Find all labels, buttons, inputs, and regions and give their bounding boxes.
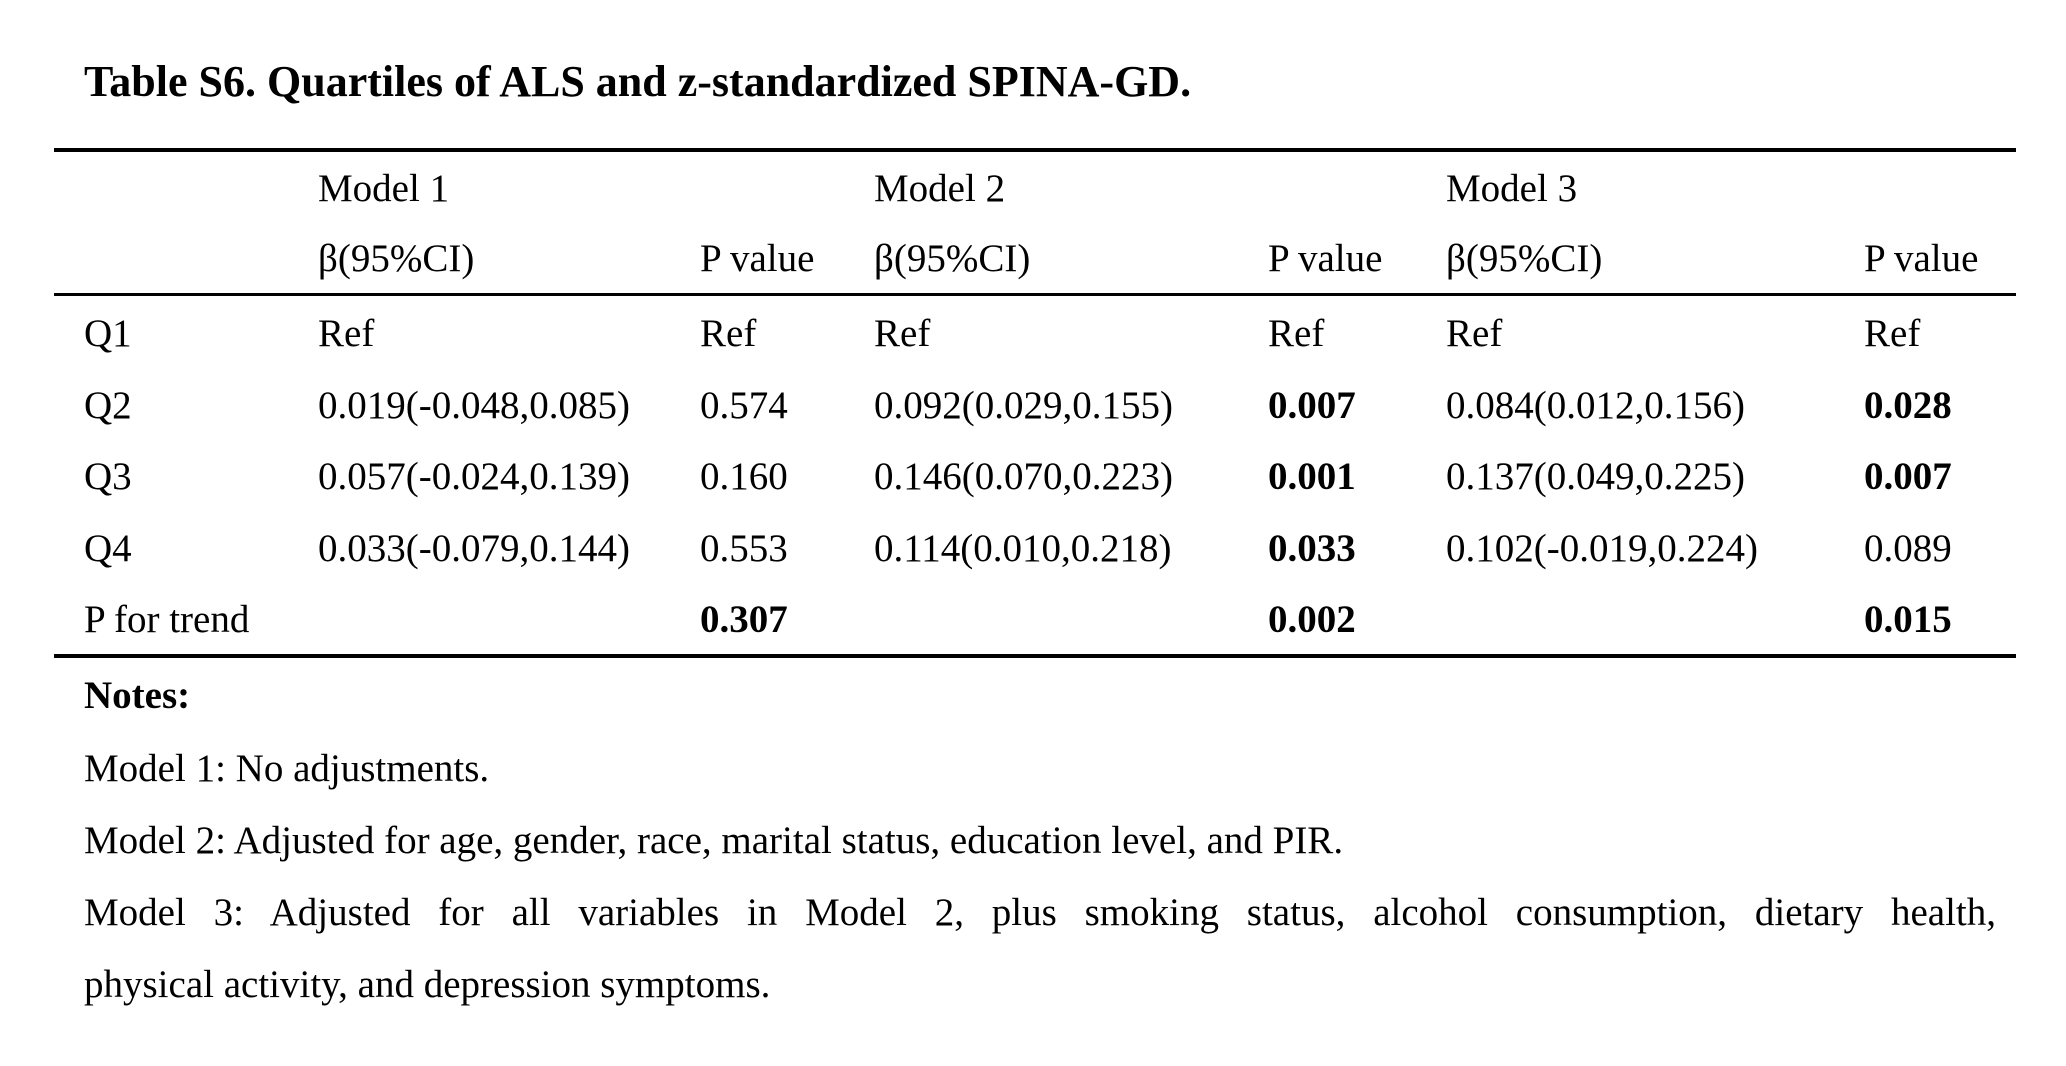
cell-q4-m3-p: 0.089	[1864, 527, 1952, 570]
cell-q3-m2-beta: 0.146(0.070,0.223)	[874, 455, 1173, 498]
cell-q4-m1-p: 0.553	[700, 527, 788, 570]
note-model-1: Model 1: No adjustments.	[84, 747, 490, 790]
header-model-2: Model 2	[874, 167, 1006, 210]
cell-q1-m3-p: Ref	[1864, 312, 1921, 355]
cell-q3-m3-p: 0.007	[1864, 455, 1952, 498]
table-header-rule	[54, 293, 2016, 296]
cell-q4-m2-beta: 0.114(0.010,0.218)	[874, 527, 1172, 570]
cell-q2-m2-beta: 0.092(0.029,0.155)	[874, 384, 1173, 427]
header-p-model-2: P value	[1268, 237, 1383, 280]
cell-q3-m2-p: 0.001	[1268, 455, 1356, 498]
cell-q1-m2-p: Ref	[1268, 312, 1325, 355]
cell-q3-m1-p: 0.160	[700, 455, 788, 498]
notes-title: Notes:	[84, 674, 191, 717]
cell-q2-m1-beta: 0.019(-0.048,0.085)	[318, 384, 630, 427]
header-beta-model-3: β(95%CI)	[1446, 237, 1603, 280]
row-label-q1: Q1	[84, 312, 132, 355]
row-label-p-for-trend: P for trend	[84, 598, 250, 641]
note-model-3-line-2: physical activity, and depression symptoms.	[84, 963, 771, 1006]
cell-q3-m3-beta: 0.137(0.049,0.225)	[1446, 455, 1745, 498]
cell-q1-m1-p: Ref	[700, 312, 757, 355]
cell-q1-m3-beta: Ref	[1446, 312, 1503, 355]
table-top-rule	[54, 148, 2016, 152]
cell-trend-m1-p: 0.307	[700, 598, 788, 641]
cell-q2-m1-p: 0.574	[700, 384, 788, 427]
cell-q2-m3-beta: 0.084(0.012,0.156)	[1446, 384, 1745, 427]
row-label-q4: Q4	[84, 527, 132, 570]
note-model-3-line-1: Model 3: Adjusted for all variables in Model 2, plus smoking status, alcohol consumption, dietary health,	[84, 891, 1996, 934]
header-model-3: Model 3	[1446, 167, 1578, 210]
cell-trend-m2-p: 0.002	[1268, 598, 1356, 641]
cell-q2-m3-p: 0.028	[1864, 384, 1952, 427]
cell-q2-m2-p: 0.007	[1268, 384, 1356, 427]
note-model-2: Model 2: Adjusted for age, gender, race, marital status, education level, and PIR.	[84, 819, 1344, 862]
cell-q4-m1-beta: 0.033(-0.079,0.144)	[318, 527, 630, 570]
header-beta-model-1: β(95%CI)	[318, 237, 475, 280]
table-bottom-rule	[54, 654, 2016, 658]
header-beta-model-2: β(95%CI)	[874, 237, 1031, 280]
row-label-q2: Q2	[84, 384, 132, 427]
cell-q4-m2-p: 0.033	[1268, 527, 1356, 570]
table-title: Table S6. Quartiles of ALS and z-standardized SPINA-GD.	[84, 57, 1192, 106]
header-p-model-1: P value	[700, 237, 815, 280]
row-label-q3: Q3	[84, 455, 132, 498]
cell-q1-m1-beta: Ref	[318, 312, 375, 355]
cell-trend-m3-p: 0.015	[1864, 598, 1952, 641]
cell-q4-m3-beta: 0.102(-0.019,0.224)	[1446, 527, 1758, 570]
cell-q3-m1-beta: 0.057(-0.024,0.139)	[318, 455, 630, 498]
header-model-1: Model 1	[318, 167, 450, 210]
header-p-model-3: P value	[1864, 237, 1979, 280]
cell-q1-m2-beta: Ref	[874, 312, 931, 355]
